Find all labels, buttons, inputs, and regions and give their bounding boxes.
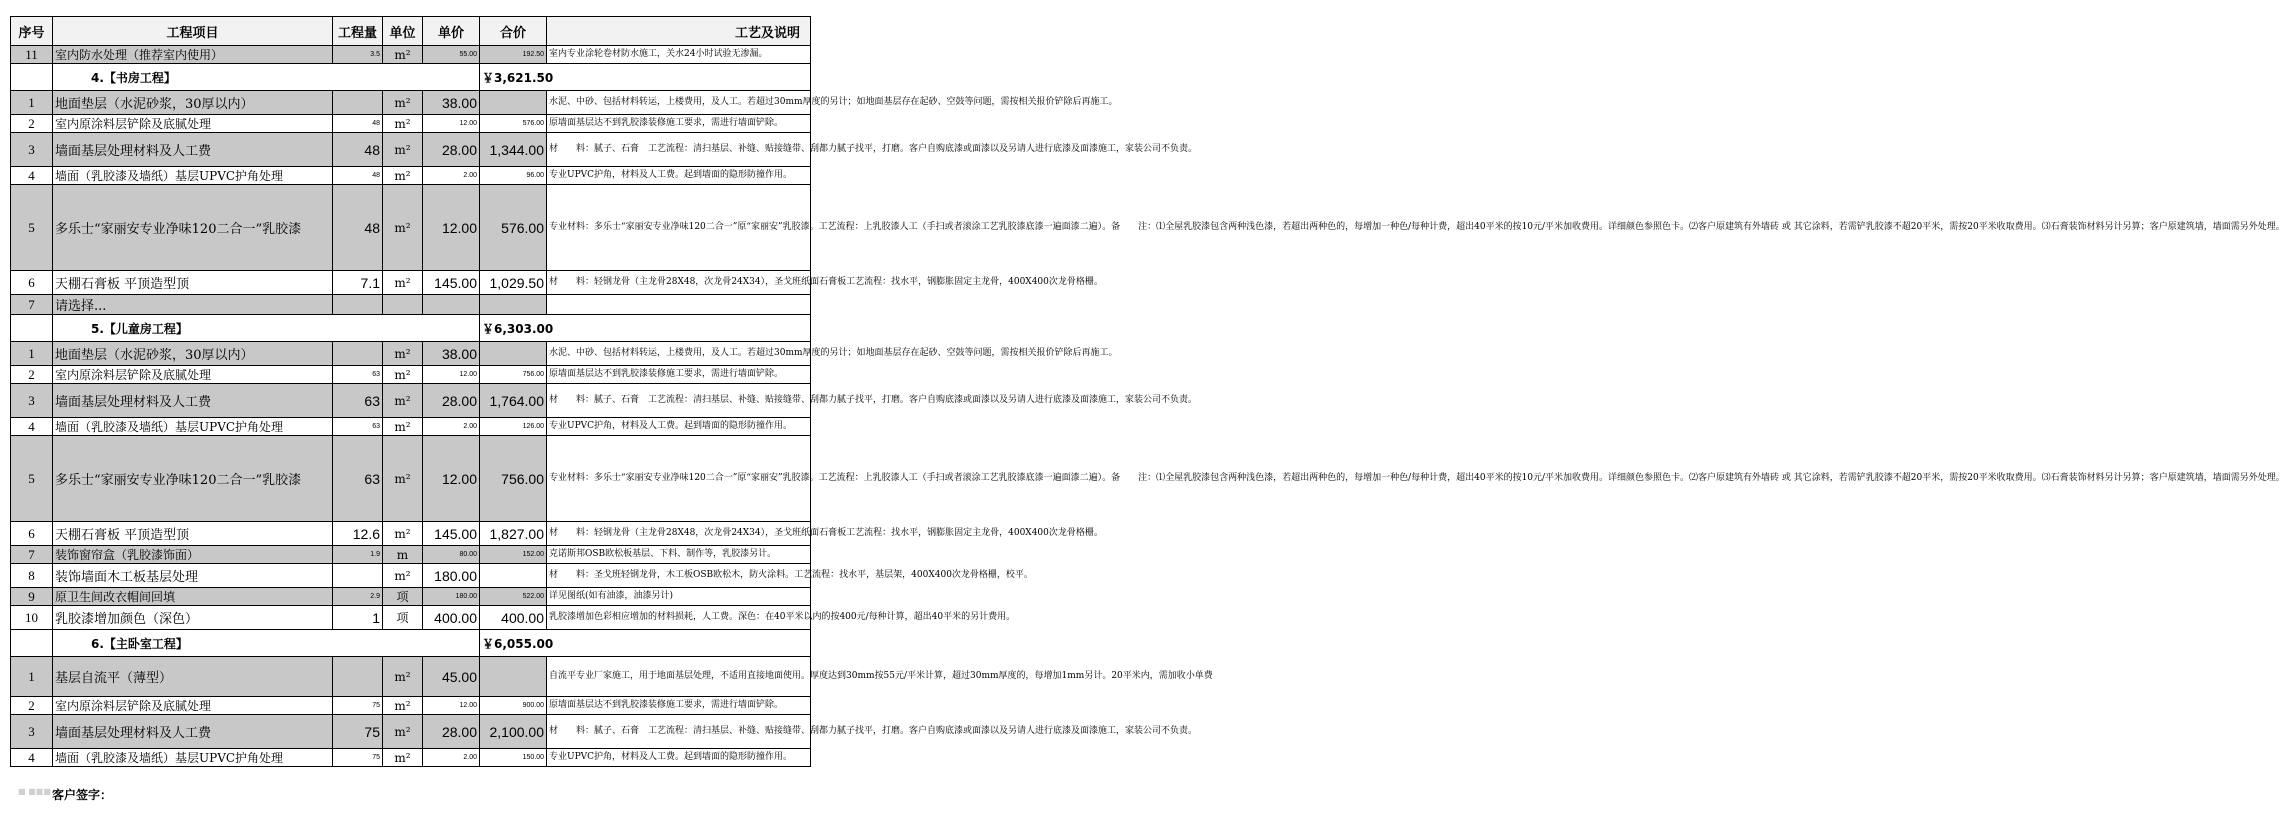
row-process-note: 材 料：腻子、石膏 工艺流程：清扫基层、补缝、贴接缝带、刮都力腻子找平，打磨。客户自购底漆或面漆以及另请人进行底漆及面漆施工，家装公司不负责。: [547, 384, 811, 418]
row-total-price: [480, 295, 547, 315]
table-row: [11, 185, 811, 271]
row-process-note: 原墙面基层达不到乳胶漆装修施工要求，需进行墙面铲除。: [547, 697, 811, 715]
table-row: [11, 436, 811, 522]
row-item-name: 室内原涂料层铲除及底腻处理: [53, 115, 333, 133]
table-row: [11, 115, 811, 133]
header-price: 单价: [423, 17, 480, 46]
row-item-name: 天棚石膏板 平顶造型顶: [53, 522, 333, 546]
row-number: 10: [11, 606, 53, 630]
row-process-note: 材 料：轻钢龙骨（主龙骨28X48，次龙骨24X34），圣戈班纸面石膏板工艺流程：找水平，钢膨胀固定主龙骨，400X400次龙骨格栅。: [547, 271, 811, 295]
table-row: [11, 342, 811, 366]
row-total-price: 2,100.00: [480, 715, 547, 749]
row-process-note: 详见图纸(如有油漆，油漆另计): [547, 588, 811, 606]
row-item-name[interactable]: 请选择...: [53, 295, 333, 315]
table-row: [11, 295, 811, 315]
row-process-note: 专业UPVC护角，材料及人工费。起到墙面的隐形防撞作用。: [547, 167, 811, 185]
table-body: [11, 46, 2285, 767]
row-number: 7: [11, 295, 53, 315]
row-item-name: 基层自流平（薄型）: [53, 657, 333, 697]
row-total-price: 1,827.00: [480, 522, 547, 546]
row-number: 7: [11, 546, 53, 564]
section-spacer: [11, 315, 53, 342]
row-item-name: 墙面基层处理材料及人工费: [53, 715, 333, 749]
row-total-price: 576.00: [480, 185, 547, 271]
header-row: [11, 17, 811, 46]
table-row: [11, 167, 811, 185]
row-unit-price: 28.00: [423, 133, 480, 167]
row-unit: m²: [383, 185, 423, 271]
row-quantity: 63: [333, 418, 383, 436]
row-number: 8: [11, 564, 53, 588]
row-total-price: [480, 564, 547, 588]
row-quantity: 1.9: [333, 546, 383, 564]
table-row: [11, 271, 811, 295]
row-unit: m²: [383, 46, 423, 64]
row-quantity: 2.9: [333, 588, 383, 606]
row-unit-price: 400.00: [423, 606, 480, 630]
row-unit-price: 38.00: [423, 342, 480, 366]
row-item-name: 多乐士“家丽安专业净味120二合一”乳胶漆: [53, 185, 333, 271]
row-total-price: [480, 657, 547, 697]
row-total-price: 756.00: [480, 366, 547, 384]
section-row: [11, 630, 811, 657]
row-unit: m²: [383, 749, 423, 767]
row-unit-price: 28.00: [423, 384, 480, 418]
row-process-note: 水泥、中砂、包括材料转运，上楼费用，及人工。若超过30mm厚度的另计；如地面基层存在起砂、空鼓等问题，需按相关报价铲除后再施工。: [547, 342, 811, 366]
row-total-price: 1,344.00: [480, 133, 547, 167]
row-unit: 项: [383, 588, 423, 606]
header-item: 工程项目: [53, 17, 333, 46]
row-quantity: 1: [333, 606, 383, 630]
header-unit: 单位: [383, 17, 423, 46]
section-title: 4.【书房工程】: [53, 64, 480, 91]
row-item-name: 墙面基层处理材料及人工费: [53, 133, 333, 167]
section-row: [11, 64, 811, 91]
row-unit-price: 45.00: [423, 657, 480, 697]
row-process-note: 材 料：轻钢龙骨（主龙骨28X48，次龙骨24X34），圣戈班纸面石膏板工艺流程：找水平，钢膨胀固定主龙骨，400X400次龙骨格栅。: [547, 522, 811, 546]
row-process-note: 专业材料：多乐士“家丽安专业净味120二合一”原“家丽安”乳胶漆。工艺流程：上乳胶漆人工（手扫或者滚涂工艺乳胶漆底漆一遍面漆二遍）。备 注：⑴全屋乳胶漆包含两种浅色漆，若超出两种色的，每增加一种色/每种计费，超出40平米的按10元/平米加收费用。详细颜色参照色卡。⑵客户原建筑有外墙砖 或 其它涂料，若需铲乳胶漆不超20平米，需按20平米收取费用。⑶石膏装饰材料另计另算；客户原建筑墙，墙面需另外处理。: [547, 436, 811, 522]
row-unit: m²: [383, 115, 423, 133]
row-unit: m²: [383, 657, 423, 697]
table-row: [11, 384, 811, 418]
row-quantity: 48: [333, 167, 383, 185]
row-process-note: 自流平专业厂家施工，用于地面基层处理，不适用直接地面使用。厚度达到30mm按55元/平米计算，超过30mm厚度的，每增加1mm另计。20平米内，需加收小单费: [547, 657, 811, 697]
table-row: [11, 522, 811, 546]
row-total-price: 150.00: [480, 749, 547, 767]
row-item-name: 装饰窗帘盒（乳胶漆饰面）: [53, 546, 333, 564]
row-item-name: 墙面（乳胶漆及墙纸）基层UPVC护角处理: [53, 418, 333, 436]
header-qty: 工程量: [333, 17, 383, 46]
row-item-name: 墙面（乳胶漆及墙纸）基层UPVC护角处理: [53, 749, 333, 767]
row-total-price: 152.00: [480, 546, 547, 564]
table-row: [11, 564, 811, 588]
section-total: ￥6,303.00: [480, 315, 811, 342]
row-unit-price: 145.00: [423, 522, 480, 546]
row-unit-price: 12.00: [423, 366, 480, 384]
row-unit-price: 12.00: [423, 697, 480, 715]
row-number: 4: [11, 167, 53, 185]
row-number: 4: [11, 418, 53, 436]
row-quantity: 7.1: [333, 271, 383, 295]
row-item-name: 多乐士“家丽安专业净味120二合一”乳胶漆: [53, 436, 333, 522]
row-total-price: 756.00: [480, 436, 547, 522]
row-total-price: 522.00: [480, 588, 547, 606]
row-total-price: 900.00: [480, 697, 547, 715]
row-unit-price: 2.00: [423, 418, 480, 436]
section-total: ￥6,055.00: [480, 630, 811, 657]
quotation-table: [10, 16, 2285, 767]
row-process-note: 材 料：圣戈班轻钢龙骨，木工板OSB欧松木，防火涂料。工艺流程：找水平，基层架，400X400次龙骨格栅，校平。: [547, 564, 811, 588]
row-unit: m²: [383, 167, 423, 185]
row-unit-price: 12.00: [423, 436, 480, 522]
header-process: 工艺及说明: [547, 17, 811, 46]
header-total: 合价: [480, 17, 547, 46]
row-number: 11: [11, 46, 53, 64]
row-number: 6: [11, 271, 53, 295]
row-total-price: 126.00: [480, 418, 547, 436]
row-process-note: 水泥、中砂、包括材料转运，上楼费用，及人工。若超过30mm厚度的另计；如地面基层存在起砂、空鼓等问题，需按相关报价铲除后再施工。: [547, 91, 811, 115]
row-number: 1: [11, 342, 53, 366]
row-total-price: [480, 91, 547, 115]
row-item-name: 地面垫层（水泥砂浆，30厚以内）: [53, 342, 333, 366]
row-unit: m²: [383, 133, 423, 167]
row-unit: [383, 295, 423, 315]
row-quantity: 63: [333, 436, 383, 522]
row-unit-price: 180.00: [423, 588, 480, 606]
row-quantity: 75: [333, 749, 383, 767]
row-number: 2: [11, 366, 53, 384]
row-quantity: 48: [333, 115, 383, 133]
row-process-note: 专业UPVC护角，材料及人工费。起到墙面的隐形防撞作用。: [547, 749, 811, 767]
row-unit: m²: [383, 271, 423, 295]
row-number: 4: [11, 749, 53, 767]
row-number: 2: [11, 115, 53, 133]
row-total-price: 400.00: [480, 606, 547, 630]
row-process-note: 材 料：腻子、石膏 工艺流程：清扫基层、补缝、贴接缝带、刮都力腻子找平，打磨。客户自购底漆或面漆以及另请人进行底漆及面漆施工，家装公司不负责。: [547, 133, 811, 167]
row-quantity: 3.5: [333, 46, 383, 64]
row-number: 5: [11, 436, 53, 522]
table-row: [11, 588, 811, 606]
row-item-name: 天棚石膏板 平顶造型顶: [53, 271, 333, 295]
row-number: 3: [11, 133, 53, 167]
row-quantity: 75: [333, 697, 383, 715]
signature-label: 客户签字：: [52, 788, 113, 802]
row-quantity: [333, 295, 383, 315]
row-quantity: [333, 657, 383, 697]
row-total-price: [480, 342, 547, 366]
row-number: 2: [11, 697, 53, 715]
row-process-note: 乳胶漆增加色彩相应增加的材料损耗，人工费。深色：在40平米以内的按400元/每种计算，超出40平米的另计费用。: [547, 606, 811, 630]
row-unit-price: 2.00: [423, 167, 480, 185]
row-unit-price: 12.00: [423, 115, 480, 133]
header-no: 序号: [11, 17, 53, 46]
row-process-note: 室内专业涂轮卷材防水施工，关水24小时试验无渗漏。: [547, 46, 811, 64]
row-unit-price: 55.00: [423, 46, 480, 64]
section-total: ￥3,621.50: [480, 64, 811, 91]
row-unit-price: 145.00: [423, 271, 480, 295]
row-number: 3: [11, 715, 53, 749]
section-title: 6.【主卧室工程】: [53, 630, 480, 657]
row-unit-price: 28.00: [423, 715, 480, 749]
row-item-name: 墙面（乳胶漆及墙纸）基层UPVC护角处理: [53, 167, 333, 185]
row-unit: m²: [383, 436, 423, 522]
row-unit: m²: [383, 522, 423, 546]
table-row: [11, 749, 811, 767]
section-title: 5.【儿童房工程】: [53, 315, 480, 342]
row-unit-price: 38.00: [423, 91, 480, 115]
row-unit-price: 80.00: [423, 546, 480, 564]
row-number: 1: [11, 657, 53, 697]
row-process-note: 专业UPVC护角，材料及人工费。起到墙面的隐形防撞作用。: [547, 418, 811, 436]
row-unit: m²: [383, 715, 423, 749]
row-unit: m: [383, 546, 423, 564]
row-number: 5: [11, 185, 53, 271]
row-quantity: [333, 564, 383, 588]
row-unit-price: 2.00: [423, 749, 480, 767]
row-item-name: 装饰墙面木工板基层处理: [53, 564, 333, 588]
row-unit-price: [423, 295, 480, 315]
row-unit: m²: [383, 91, 423, 115]
row-unit: m²: [383, 384, 423, 418]
section-spacer: [11, 64, 53, 91]
row-item-name: 原卫生间改衣帽间回填: [53, 588, 333, 606]
row-total-price: 1,764.00: [480, 384, 547, 418]
row-number: 1: [11, 91, 53, 115]
row-quantity: 75: [333, 715, 383, 749]
row-item-name: 室内原涂料层铲除及底腻处理: [53, 697, 333, 715]
table-row: [11, 606, 811, 630]
row-total-price: 576.00: [480, 115, 547, 133]
table-row: [11, 657, 811, 697]
table-row: [11, 91, 811, 115]
row-process-note: 克诺斯邦OSB欧松板基层、下料、制作等，乳胶漆另计。: [547, 546, 811, 564]
section-spacer: [11, 630, 53, 657]
row-number: 6: [11, 522, 53, 546]
row-quantity: 63: [333, 384, 383, 418]
row-number: 9: [11, 588, 53, 606]
row-item-name: 地面垫层（水泥砂浆，30厚以内）: [53, 91, 333, 115]
table-row: [11, 133, 811, 167]
row-quantity: 63: [333, 366, 383, 384]
row-quantity: [333, 342, 383, 366]
row-number: 3: [11, 384, 53, 418]
row-quantity: 48: [333, 185, 383, 271]
row-quantity: [333, 91, 383, 115]
watermark: ■ ■■■: [18, 787, 51, 796]
table-row: [11, 366, 811, 384]
row-unit: 项: [383, 606, 423, 630]
row-total-price: 192.50: [480, 46, 547, 64]
row-unit: m²: [383, 342, 423, 366]
table-row: [11, 715, 811, 749]
row-item-name: 室内防水处理（推荐室内使用）: [53, 46, 333, 64]
row-process-note: 原墙面基层达不到乳胶漆装修施工要求，需进行墙面铲除。: [547, 115, 811, 133]
row-unit: m²: [383, 564, 423, 588]
row-quantity: 48: [333, 133, 383, 167]
row-unit-price: 180.00: [423, 564, 480, 588]
row-unit: m²: [383, 697, 423, 715]
row-quantity: 12.6: [333, 522, 383, 546]
row-unit: m²: [383, 418, 423, 436]
table-row: [11, 546, 811, 564]
row-process-note: 材 料：腻子、石膏 工艺流程：清扫基层、补缝、贴接缝带、刮都力腻子找平，打磨。客户自购底漆或面漆以及另请人进行底漆及面漆施工，家装公司不负责。: [547, 715, 811, 749]
row-unit-price: 12.00: [423, 185, 480, 271]
row-total-price: 1,029.50: [480, 271, 547, 295]
row-item-name: 室内原涂料层铲除及底腻处理: [53, 366, 333, 384]
row-process-note: [547, 295, 811, 315]
row-item-name: 乳胶漆增加颜色（深色）: [53, 606, 333, 630]
row-process-note: 专业材料：多乐士“家丽安专业净味120二合一”原“家丽安”乳胶漆。工艺流程：上乳胶漆人工（手扫或者滚涂工艺乳胶漆底漆一遍面漆二遍）。备 注：⑴全屋乳胶漆包含两种浅色漆，若超出两种色的，每增加一种色/每种计费，超出40平米的按10元/平米加收费用。详细颜色参照色卡。⑵客户原建筑有外墙砖 或 其它涂料，若需铲乳胶漆不超20平米，需按20平米收取费用。⑶石膏装饰材料另计另算；客户原建筑墙，墙面需另外处理。: [547, 185, 811, 271]
table-row: [11, 697, 811, 715]
table-row: [11, 46, 811, 64]
section-row: [11, 315, 811, 342]
table-row: [11, 418, 811, 436]
row-total-price: 96.00: [480, 167, 547, 185]
row-item-name: 墙面基层处理材料及人工费: [53, 384, 333, 418]
row-process-note: 原墙面基层达不到乳胶漆装修施工要求，需进行墙面铲除。: [547, 366, 811, 384]
row-unit: m²: [383, 366, 423, 384]
